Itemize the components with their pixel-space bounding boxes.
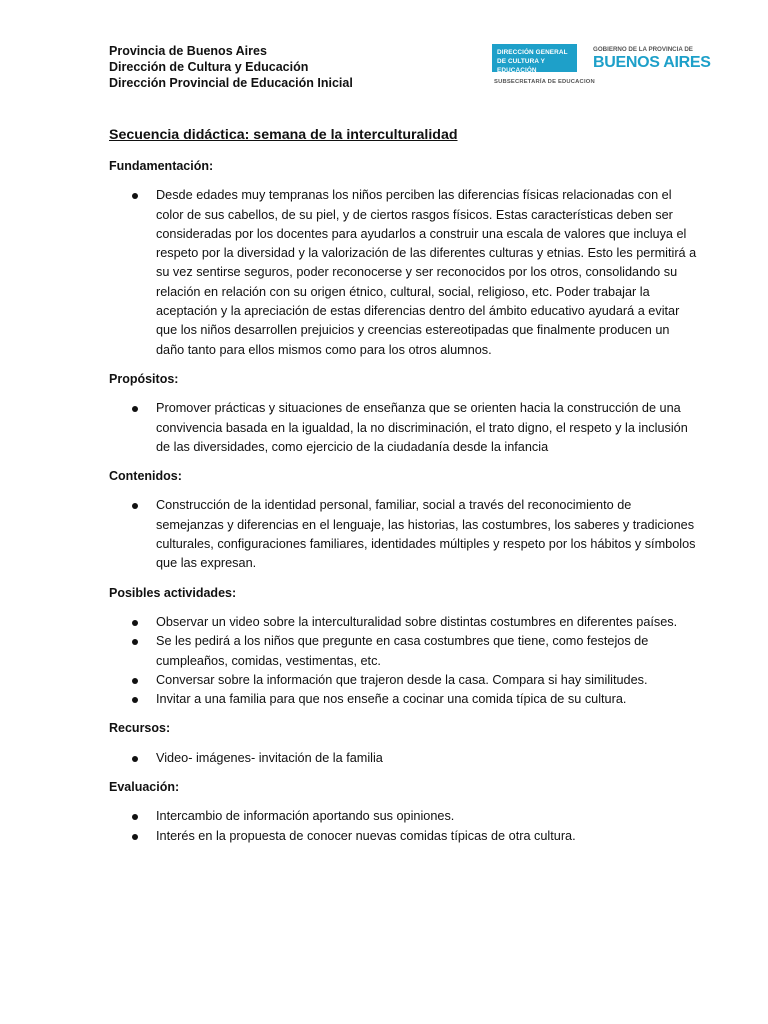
header-line-direction: Dirección de Cultura y Educación (109, 60, 309, 74)
header-line-provincial-direction: Dirección Provincial de Educación Inicial (109, 76, 353, 90)
list-item-text: Se les pedirá a los niños que pregunte en casa costumbres que tiene, como festejos de cumpleaños, comidas, vestimentas, etc. (156, 634, 649, 668)
logo-gov-line: GOBIERNO DE LA PROVINCIA DE (593, 46, 693, 53)
section-heading-evaluacion: Evaluación: (109, 780, 180, 795)
section-list-contenidos (109, 496, 699, 573)
document-title: Secuencia didáctica: semana de la interculturalidad (109, 127, 458, 143)
list-item (109, 186, 699, 360)
list-item (109, 690, 699, 709)
section-heading-contenidos: Contenidos: (109, 469, 182, 484)
section-heading-actividades: Posibles actividades: (109, 585, 237, 600)
header-line-province: Provincia de Buenos Aires (109, 44, 267, 58)
list-item (109, 671, 699, 690)
section-list-actividades (109, 613, 699, 709)
section-list-fundamentacion (109, 186, 699, 360)
list-item-text: Conversar sobre la información que trajeron desde la casa. Compara si hay similitudes. (156, 672, 648, 687)
bullet-icon (132, 406, 138, 412)
dgce-logo-box: DIRECCIÓN GENERAL DE CULTURA Y EDUCACIÓN (492, 44, 577, 72)
section-heading-propositos: Propósitos: (109, 371, 179, 386)
list-item-text: Invitar a una familia para que nos enseñe a cocinar una comida típica de su cultura. (156, 692, 627, 707)
list-item-text: Video- imágenes- invitación de la familia (156, 750, 383, 765)
bullet-icon (132, 834, 138, 840)
section-list-evaluacion (109, 807, 699, 846)
buenos-aires-logo (593, 46, 711, 71)
list-item (109, 827, 699, 846)
list-item (109, 613, 699, 632)
bullet-icon (132, 503, 138, 509)
list-item (109, 496, 699, 573)
list-item-text: Construcción de la identidad personal, familiar, social a través del reconocimiento de semejanzas y diferencias en el lenguaje, las historias, las costumbres, los saberes y tradiciones culturales, configuraciones familiares, identidades múltiples y respeto por los hábitos y símbolos que las expresan. (156, 498, 696, 571)
bullet-icon (132, 756, 138, 762)
list-item-text: Interés en la propuesta de conocer nuevas comidas típicas de otra cultura. (156, 828, 576, 843)
bullet-icon (132, 814, 138, 820)
logo-subtitle: SUBSECRETARÍA DE EDUCACION (494, 79, 595, 85)
list-item (109, 399, 699, 457)
section-heading-fundamentacion: Fundamentación: (109, 159, 214, 173)
section-list-recursos (109, 749, 699, 768)
bullet-icon (132, 620, 138, 626)
bullet-icon (132, 697, 138, 703)
list-item-text: Desde edades muy tempranas los niños perciben las diferencias físicas relacionadas con el color de sus cabellos, de su piel, y de ciertos rasgos físicos. Estas características deben ser consideradas por los docentes para ayudarlos a construir una escala de valores que incluya el respeto por la diversidad y la valorización de las diferentes culturas y etnias. Esto les permitirá a su vez sentirse seguros, poder reconocerse y ser reconocidos por los otros, consolidando su relación en relación con su origen étnico, cultural, social, religioso, etc. Poder trabajar la aceptación y la apreciación de estas diferencias dentro del ámbito educativo ayudará a evitar que los niños desarrollen prejuicios y creencias estereotipadas que finalmente producen un daño tanto para ellos mismos como para los otros alumnos. (156, 188, 697, 357)
bullet-icon (132, 193, 138, 199)
list-item-text: Promover prácticas y situaciones de enseñanza que se orienten hacia la construcción de una convivencia basada en la igualdad, la no discriminación, el trato digno, el respeto y la inclusión de las diversidades, como ejercicio de la ciudadanía desde la infancia (156, 401, 688, 454)
section-list-propositos (109, 399, 699, 457)
list-item (109, 632, 699, 671)
list-item (109, 807, 699, 826)
bullet-icon (132, 678, 138, 684)
section-heading-recursos: Recursos: (109, 721, 171, 736)
institution-header (109, 43, 353, 91)
document-body (109, 157, 699, 856)
list-item-text: Intercambio de información aportando sus opiniones. (156, 809, 455, 824)
list-item (109, 749, 699, 768)
bullet-icon (132, 639, 138, 645)
logo-province-name: BUENOS AIRES (593, 54, 711, 71)
list-item-text: Observar un video sobre la interculturalidad sobre distintas costumbres en diferentes países. (156, 614, 678, 629)
